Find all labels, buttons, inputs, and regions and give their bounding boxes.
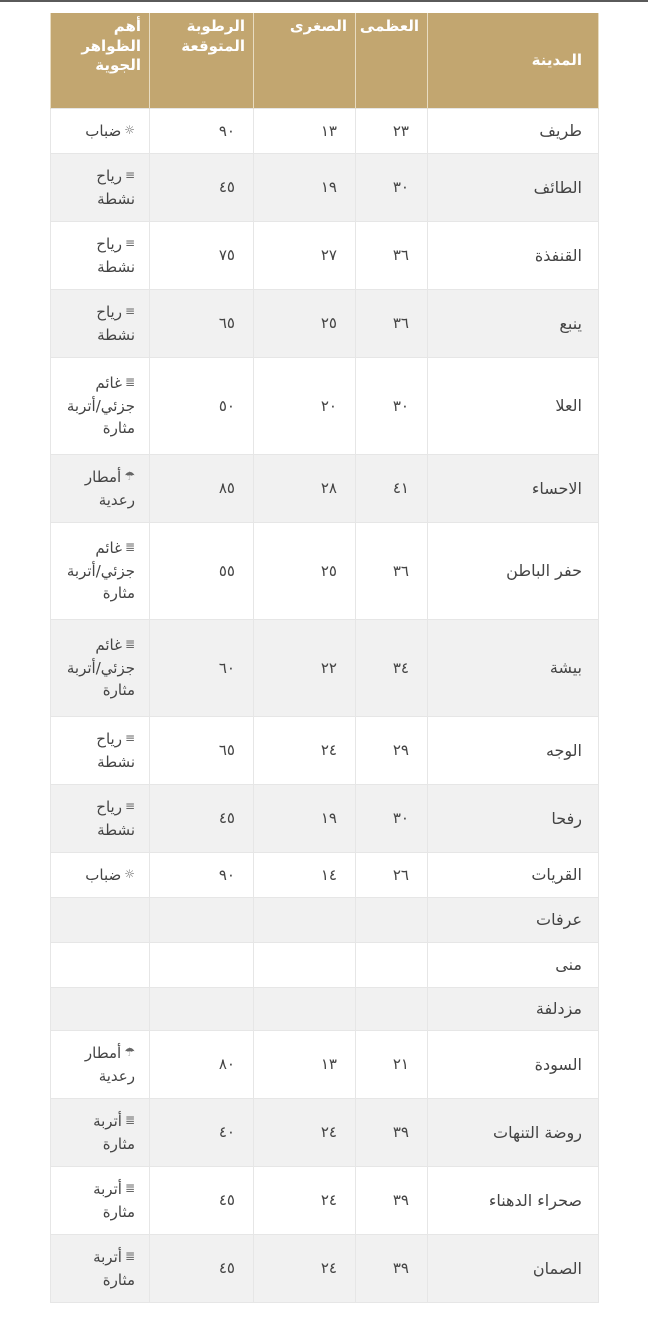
- table-row: [51, 1031, 599, 1099]
- table-row: [51, 222, 599, 290]
- weather-label: أتربة مثارة: [93, 1112, 135, 1153]
- cell-weather: [51, 290, 150, 358]
- cell-min: ١٣: [254, 1031, 356, 1099]
- cell-max: ٣٠: [356, 785, 428, 853]
- cell-humidity: ٦٥: [150, 290, 254, 358]
- cell-max: ٣٦: [356, 290, 428, 358]
- cell-city: القريات: [428, 853, 599, 898]
- cell-max: [356, 898, 428, 943]
- header-humidity: الرطوبة المتوقعة: [150, 13, 254, 109]
- cell-max: ٣٩: [356, 1235, 428, 1303]
- cell-min: ٢٤: [254, 717, 356, 785]
- cell-weather: [51, 1167, 150, 1235]
- weather-table-container: [50, 13, 598, 1303]
- weather-label: رياح نشطة: [96, 167, 135, 208]
- dust-icon: ≣: [124, 540, 135, 555]
- cell-weather: [51, 717, 150, 785]
- cell-humidity: ٤٥: [150, 154, 254, 222]
- dust-icon: ≣: [124, 1249, 135, 1263]
- wind-icon: ≡: [124, 799, 135, 813]
- weather-label: رياح نشطة: [96, 730, 135, 771]
- weather-label: أمطار رعدية: [84, 1044, 135, 1085]
- cell-city: حفر الباطن: [428, 523, 599, 620]
- weather-label: غائم جزئي/أتربة مثارة: [66, 374, 135, 438]
- cell-min: ٢٤: [254, 1235, 356, 1303]
- weather-label: غائم جزئي/أتربة مثارة: [66, 636, 135, 700]
- cell-min: ٢٤: [254, 1167, 356, 1235]
- weather-label: رياح نشطة: [96, 235, 135, 276]
- cell-city: الطائف: [428, 154, 599, 222]
- cell-min: ١٩: [254, 785, 356, 853]
- cell-humidity: ٤٥: [150, 785, 254, 853]
- thunderstorm-icon: ☂: [124, 469, 135, 483]
- wind-icon: ≡: [124, 731, 135, 745]
- weather-table: [50, 13, 599, 1303]
- cell-humidity: ٨٠: [150, 1031, 254, 1099]
- table-row: [51, 853, 599, 898]
- table-row: [51, 523, 599, 620]
- cell-min: ٢٨: [254, 455, 356, 523]
- cell-city: القنفذة: [428, 222, 599, 290]
- weather-label: ضباب: [85, 121, 122, 140]
- cell-max: ٣٩: [356, 1099, 428, 1167]
- cell-city: السودة: [428, 1031, 599, 1099]
- cell-city: طريف: [428, 109, 599, 154]
- fog-icon: ☼: [124, 122, 135, 137]
- weather-label: أمطار رعدية: [84, 468, 135, 509]
- cell-humidity: ٩٠: [150, 853, 254, 898]
- dust-icon: ≣: [124, 637, 135, 652]
- cell-city: ينبع: [428, 290, 599, 358]
- cell-max: ٢٦: [356, 853, 428, 898]
- table-row: [51, 109, 599, 154]
- header-row: [51, 13, 599, 109]
- cell-weather: [51, 1235, 150, 1303]
- cell-city: الوجه: [428, 717, 599, 785]
- cell-weather: [51, 109, 150, 154]
- cell-weather: [51, 1099, 150, 1167]
- cell-max: ٤١: [356, 455, 428, 523]
- table-row: [51, 943, 599, 988]
- cell-max: ٣٠: [356, 154, 428, 222]
- cell-weather: [51, 898, 150, 943]
- cell-max: ٢١: [356, 1031, 428, 1099]
- cell-weather: [51, 455, 150, 523]
- cell-min: [254, 943, 356, 988]
- cell-max: ٣٤: [356, 620, 428, 717]
- table-row: [51, 898, 599, 943]
- cell-city: العلا: [428, 358, 599, 455]
- cell-min: ٢٧: [254, 222, 356, 290]
- wind-icon: ≡: [124, 168, 135, 182]
- weather-label: أتربة مثارة: [93, 1248, 135, 1289]
- cell-city: مزدلفة: [428, 988, 599, 1031]
- cell-weather: [51, 523, 150, 620]
- cell-min: ١٩: [254, 154, 356, 222]
- weather-label: رياح نشطة: [96, 798, 135, 839]
- cell-weather: [51, 785, 150, 853]
- top-divider: [0, 0, 648, 2]
- cell-min: ١٣: [254, 109, 356, 154]
- table-row: [51, 1167, 599, 1235]
- wind-icon: ≡: [124, 236, 135, 250]
- cell-max: ٣٦: [356, 222, 428, 290]
- cell-humidity: ٥٥: [150, 523, 254, 620]
- cell-weather: [51, 222, 150, 290]
- cell-weather: [51, 154, 150, 222]
- cell-max: ٣٩: [356, 1167, 428, 1235]
- cell-min: ٢٥: [254, 290, 356, 358]
- header-min: الصغرى: [254, 13, 356, 109]
- fog-icon: ☼: [124, 866, 135, 881]
- cell-humidity: ٩٠: [150, 109, 254, 154]
- cell-min: ٢٤: [254, 1099, 356, 1167]
- cell-city: بيشة: [428, 620, 599, 717]
- cell-min: ٢٢: [254, 620, 356, 717]
- header-city: المدينة: [428, 13, 599, 109]
- cell-humidity: ٨٥: [150, 455, 254, 523]
- cell-city: روضة التنهات: [428, 1099, 599, 1167]
- cell-humidity: ٤٠: [150, 1099, 254, 1167]
- cell-min: ٢٠: [254, 358, 356, 455]
- cell-weather: [51, 943, 150, 988]
- cell-humidity: ٤٥: [150, 1235, 254, 1303]
- cell-city: الاحساء: [428, 455, 599, 523]
- cell-weather: [51, 1031, 150, 1099]
- cell-max: ٢٣: [356, 109, 428, 154]
- cell-humidity: ٤٥: [150, 1167, 254, 1235]
- cell-min: [254, 898, 356, 943]
- cell-weather: [51, 358, 150, 455]
- table-row: [51, 154, 599, 222]
- table-row: [51, 717, 599, 785]
- cell-city: عرفات: [428, 898, 599, 943]
- cell-weather: [51, 620, 150, 717]
- cell-city: الصمان: [428, 1235, 599, 1303]
- table-row: [51, 455, 599, 523]
- table-row: [51, 358, 599, 455]
- weather-label: أتربة مثارة: [93, 1180, 135, 1221]
- weather-label: غائم جزئي/أتربة مثارة: [66, 539, 135, 603]
- cell-humidity: [150, 898, 254, 943]
- header-max: العظمى: [356, 13, 428, 109]
- table-row: [51, 785, 599, 853]
- table-row: [51, 1235, 599, 1303]
- cell-max: [356, 943, 428, 988]
- cell-city: منى: [428, 943, 599, 988]
- table-row: [51, 620, 599, 717]
- cell-humidity: ٧٥: [150, 222, 254, 290]
- dust-icon: ≣: [124, 375, 135, 390]
- header-weather: أهم الظواهر الجوية: [51, 13, 150, 109]
- cell-humidity: [150, 988, 254, 1031]
- cell-min: [254, 988, 356, 1031]
- cell-weather: [51, 988, 150, 1031]
- cell-min: ٢٥: [254, 523, 356, 620]
- table-row: [51, 988, 599, 1031]
- cell-max: ٢٩: [356, 717, 428, 785]
- dust-icon: ≣: [124, 1113, 135, 1127]
- cell-weather: [51, 853, 150, 898]
- dust-icon: ≣: [124, 1181, 135, 1195]
- wind-icon: ≡: [124, 304, 135, 318]
- cell-humidity: [150, 943, 254, 988]
- cell-max: ٣٦: [356, 523, 428, 620]
- thunderstorm-icon: ☂: [124, 1045, 135, 1059]
- cell-humidity: ٦٠: [150, 620, 254, 717]
- table-row: [51, 290, 599, 358]
- cell-city: رفحا: [428, 785, 599, 853]
- weather-label: رياح نشطة: [96, 303, 135, 344]
- cell-max: ٣٠: [356, 358, 428, 455]
- cell-humidity: ٥٠: [150, 358, 254, 455]
- table-row: [51, 1099, 599, 1167]
- cell-max: [356, 988, 428, 1031]
- cell-humidity: ٦٥: [150, 717, 254, 785]
- cell-city: صحراء الدهناء: [428, 1167, 599, 1235]
- weather-label: ضباب: [85, 865, 122, 884]
- cell-min: ١٤: [254, 853, 356, 898]
